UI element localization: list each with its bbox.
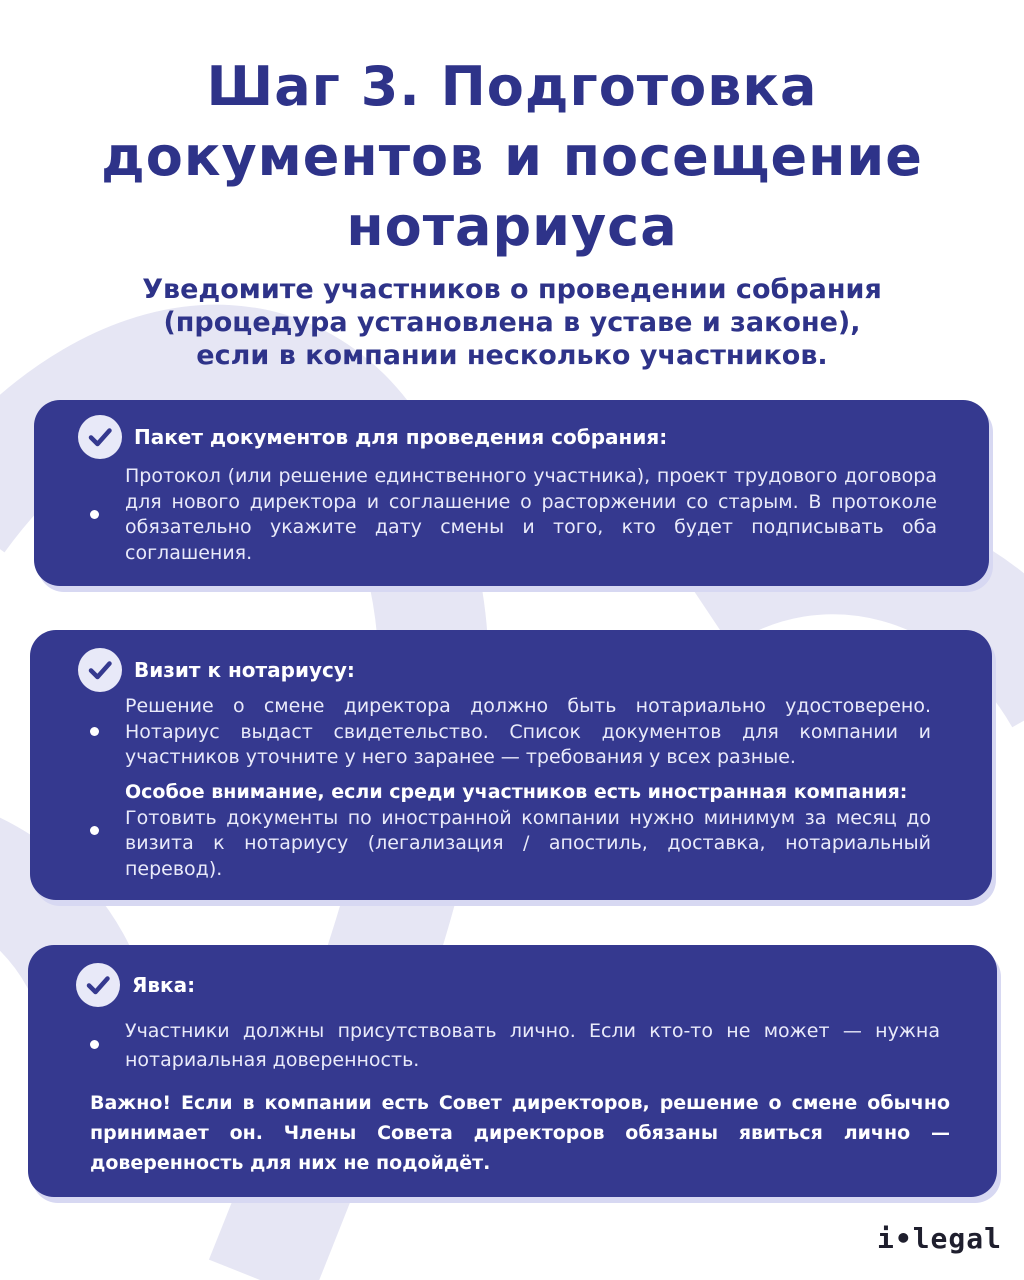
bullet-dot (90, 1040, 99, 1049)
list-item-text: Решение о смене директора должно быть нотариально удостоверено. Нотариус выдаст свидетельство. Список документов для компании и участников уточните у него заранее — требования у всех разные. (125, 695, 931, 768)
card-heading: Визит к нотариусу: (134, 658, 355, 682)
important-note: Важно! Если в компании есть Совет директоров, решение о смене обычно принимает он. Члены Совета директоров обязаны явиться лично — доверенность для них не подойдёт. (90, 1092, 950, 1174)
card-heading: Пакет документов для проведения собрания: (134, 425, 668, 449)
bullet-dot (90, 510, 99, 519)
card-documents-package (34, 400, 989, 586)
subtitle-line: Уведомите участников о проведении собрания (142, 274, 882, 305)
bullet-dot (90, 826, 99, 835)
list-item (125, 1017, 940, 1075)
list-item-text: Участники должны присутствовать лично. Если кто-то не может — нужна нотариальная доверенность. (125, 1020, 940, 1071)
brand-logo: i•legal (876, 1222, 1002, 1255)
card-header (78, 415, 667, 459)
list-item-text: Протокол (или решение единственного участника), проект трудового договора для нового директора и соглашение о расторжении со старым. В протоколе обязательно укажите дату смены и того, кто будет подписывать оба соглашения. (125, 465, 937, 564)
card-header (78, 648, 355, 692)
subtitle-line: если в компании несколько участников. (196, 340, 828, 371)
list-item (125, 694, 931, 771)
list-item (125, 780, 931, 882)
bullet-dot (90, 727, 99, 736)
list-item (125, 464, 937, 566)
list-item-text: Готовить документы по иностранной компании нужно минимум за месяц до визита к нотариусу (легализация / апостиль, доставка, нотариальный перевод). (125, 806, 931, 880)
card-heading: Явка: (132, 973, 196, 997)
card-header (76, 963, 195, 1007)
title-line: нотариуса (346, 195, 678, 258)
title-line: документов и посещение (101, 125, 923, 188)
check-icon (78, 648, 122, 692)
check-icon (78, 415, 122, 459)
page-title (40, 52, 984, 262)
page-subtitle (60, 273, 964, 372)
list-item-emphasis: Особое внимание, если среди участников есть иностранная компания: (125, 781, 908, 803)
check-icon (76, 963, 120, 1007)
title-line: Шаг 3. Подготовка (206, 55, 818, 118)
card-notary-visit (30, 630, 992, 900)
card-attendance (28, 945, 997, 1197)
subtitle-line: (процедура установлена в уставе и законе), (163, 307, 861, 338)
